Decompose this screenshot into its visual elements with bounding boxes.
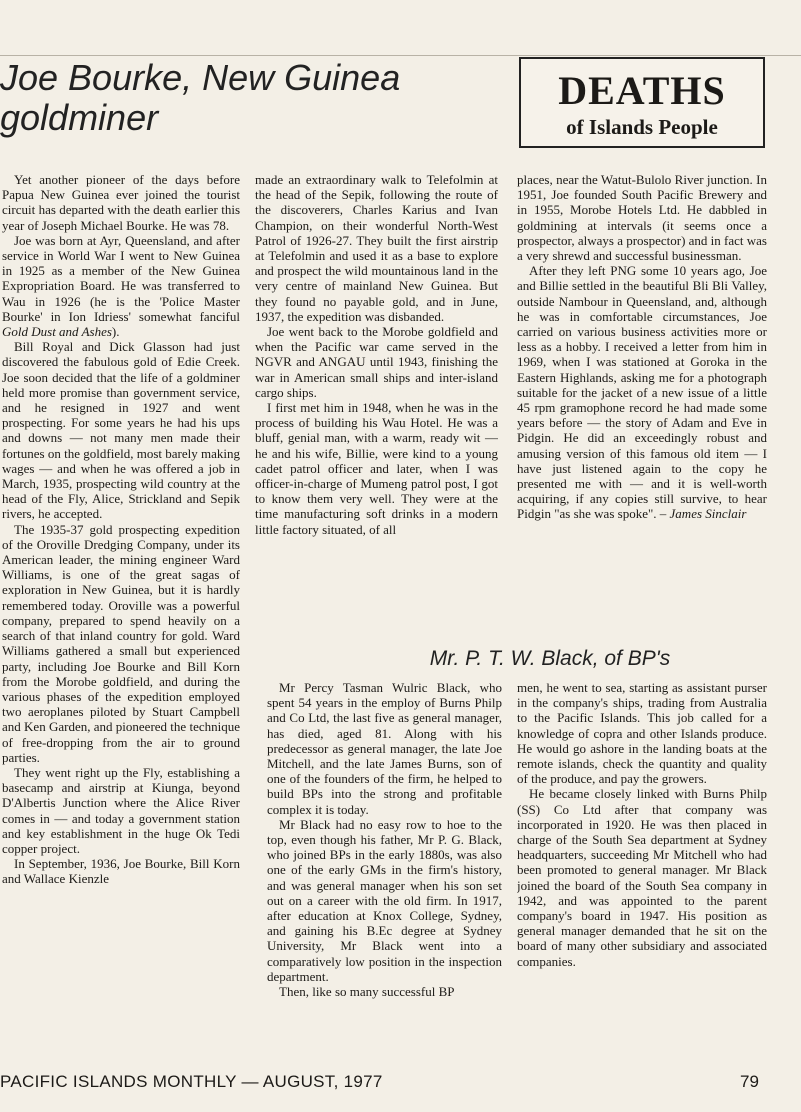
paragraph: men, he went to sea, starting as assistant purser in the company's ships, trading from Australia to the Pacific Islands. This job called for a knowledge of copra and other Islands produce. He would go ashore in the landing boats at the remote islands, check the quantity and quality of the produce, and pay the growers. bbox=[517, 680, 767, 787]
paragraph: I first met him in 1948, when he was in the process of building his Wau Hotel. He was a bluff, genial man, with a warm, ready wit — he and his wife, Billie, were kind to a young cadet patrol officer and later, when I was officer-in-charge of Mumeng patrol post, I got to know them very well. They were at the time manufacturing soft drinks in a modern little factory situated, of all bbox=[255, 400, 498, 537]
footer-publication: PACIFIC ISLANDS MONTHLY — AUGUST, 1977 bbox=[0, 1072, 383, 1091]
signature: James Sinclair bbox=[669, 506, 747, 522]
paragraph: Bill Royal and Dick Glasson had just discovered the fabulous gold of Edie Creek. Joe soon decided that the life of a goldminer held more promise than government service, and he resigned in 1927 and went prospecting. For some years he had his ups and downs — not many men made their fortunes on the goldfield, most barely making wages — and when he was offered a job in March, 1935, prospecting wild country at the head of the Fly, Alice, Strickland and Sepik rivers, he accepted. bbox=[2, 339, 240, 522]
paragraph: Joe went back to the Morobe goldfield and when the Pacific war came served in the NGVR and ANGAU until 1943, finishing the war in American small ships and inter-island cargo ships. bbox=[255, 324, 498, 400]
paragraph: Mr Percy Tasman Wulric Black, who spent 54 years in the employ of Burns Philp and Co Ltd, the last five as general manager, has died, aged 81. Along with his predecessor as general manager, the late Joe Mitchell, and the late James Burns, son of one of the founders of the firm, he helped to build BPs into the strong and profitable complex it is today. bbox=[267, 680, 502, 817]
paragraph: Mr Black had no easy row to hoe to the top, even though his father, Mr P. G. Black, who joined BPs in the early 1880s, was also one of the early GMs in the firm's history, and was general manager when his son set out on a career with the old firm. In 1917, after education at Knox College, Sydney, and gaining his B.Ec degree at Sydney University, Mr Black went into a comparatively low position in the inspection department. bbox=[267, 816, 502, 984]
article1-column-1 bbox=[0, 172, 240, 1056]
paragraph: In September, 1936, Joe Bourke, Bill Korn and Wallace Kienzle bbox=[2, 856, 240, 887]
paragraph: places, near the Watut-Bulolo River junction. In 1951, Joe founded South Pacific Brewery and in 1955, Morobe Hotels Ltd. He dabbled in goldmining at intervals (it seems once a prospector, always a prospector) and in fact was a very shrewd and successful businessman. bbox=[517, 172, 767, 264]
deaths-section-box bbox=[519, 57, 765, 148]
deaths-title: DEATHS bbox=[558, 68, 726, 113]
article-headline: Joe Bourke, New Guinea goldminer bbox=[0, 57, 401, 138]
article1-column-3 bbox=[517, 172, 767, 640]
page-number: 79 bbox=[740, 1072, 759, 1091]
article2-column-2 bbox=[517, 680, 767, 1060]
paragraph: Then, like so many successful BP bbox=[279, 984, 455, 1000]
paragraph: He became closely linked with Burns Philp (SS) Co Ltd after that company was incorporated in 1920. He was then placed in charge of the South Sea department at Sydney headquarters, succeeding Mr Mitchell who had been promoted to general manager. Mr Black joined the board of the South Sea company in 1942, and was appointed to the parent company's board in 1947. His position as general manager demanded that he sit on the board of many other subsidiary and associated companies. bbox=[517, 786, 767, 969]
paragraph: After they left PNG some 10 years ago, Joe and Billie settled in the beautiful Bli Bli Valley, outside Nambour in Queensland, and, although he was in comfortable circumstances, Joe carried on various business activities more or less as a hobby. I received a letter from him in 1969, when I was stationed at Goroka in the Eastern Highlands, asking me for a photograph suitable for the jacket of a new issue of a little 45 rpm gramophone record he had made some years before — the story of Adam and Eve in Pidgin. He did an exceedingly robust and amusing version of this famous old item — I have just listened again to the copy he presented me with — and it is well-worth acquiring, if any copies still survive, to hear Pidgin "as she was spoke". – James Sinclair bbox=[517, 263, 767, 522]
paragraph: Joe was born at Ayr, Queensland, and after service in World War I went to New Guinea in 1925 as a member of the New Guinea Expropriation Board. He was transferred to Wau in 1926 (he is the 'Police Master Bourke' in Ion Idriess' somewhat fanciful Gold Dust and Ashes). bbox=[2, 232, 240, 340]
paragraph: They went right up the Fly, establishing a basecamp and airstrip at Kiunga, beyond D'Albertis Junction where the Alice River comes in — and today a government station and key establishment in the huge Ok Tedi copper project. bbox=[2, 764, 240, 856]
article2-headline: Mr. P. T. W. Black, of BP's bbox=[429, 647, 671, 670]
article2-column-1 bbox=[267, 680, 502, 1060]
top-rule bbox=[0, 55, 801, 56]
paragraph: made an extraordinary walk to Telefolmin at the head of the Sepik, following the route of the discoverers, Charles Karius and Ivan Champion, on their wonderful North-West Patrol of 1926-27. They built the first airstrip at Telefolmin and used it as a base to explore and prospect the wild mountainous land in the very centre of mainland New Guinea. But they found no payable gold, and in June, 1937, the expedition was disbanded. bbox=[255, 172, 498, 324]
article1-column-2 bbox=[255, 172, 498, 640]
paragraph: Yet another pioneer of the days before Papua New Guinea ever joined the tourist circuit has departed with the death earlier this year of Joseph Michael Bourke. He was 78. bbox=[2, 172, 240, 233]
deaths-subtitle: of Islands People bbox=[566, 115, 718, 139]
paragraph: The 1935-37 gold prospecting expedition of the Oroville Dredging Company, under its American leader, the mining engineer Ward Williams, is one of the great sagas of exploration in New Guinea, but it is hardly remembered today. Oroville was a powerful company, prepared to spend heavily on a search of that inland country for gold. Ward Williams gathered a small but experienced party, including Joe Bourke and Bill Korn from the Morobe goldfield, and during the various phases of the expedition employed two aeroplanes piloted by Stuart Campbell and Ken Garden, and pioneered the technique of free-dropping from the air to ground parties. bbox=[2, 521, 240, 765]
book-title: Gold Dust and Ashes bbox=[2, 324, 112, 340]
